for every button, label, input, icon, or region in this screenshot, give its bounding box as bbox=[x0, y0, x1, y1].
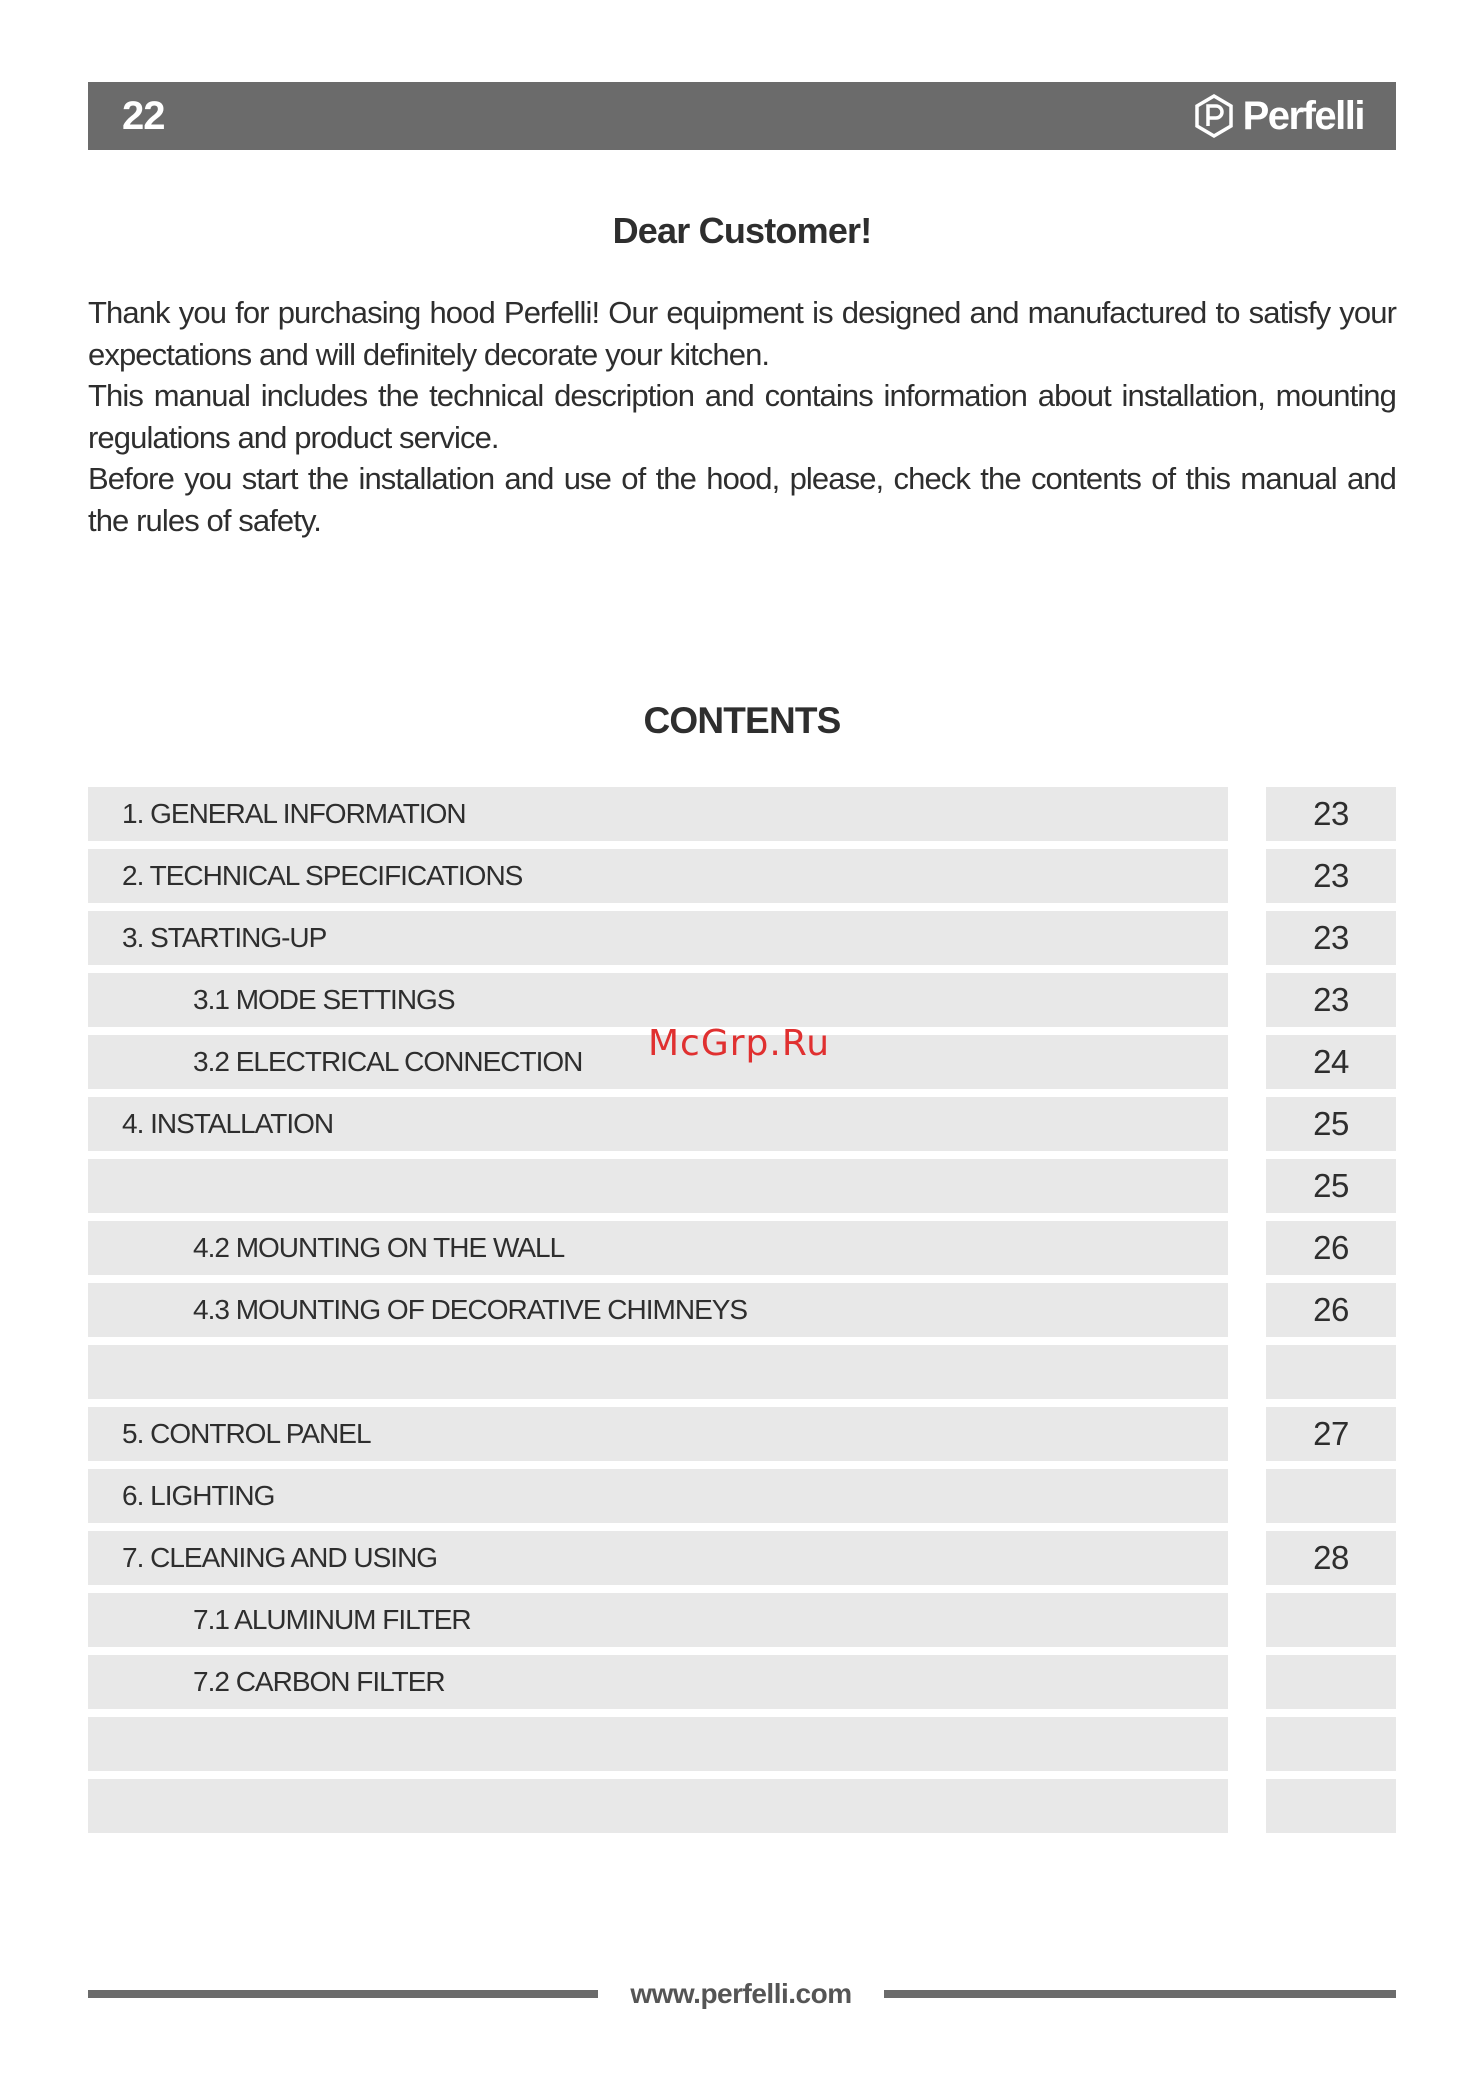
toc-entry-label: 1. GENERAL INFORMATION bbox=[122, 798, 466, 829]
header-bar bbox=[88, 82, 1396, 150]
toc-page-number bbox=[1266, 1655, 1396, 1709]
footer-rule bbox=[884, 1990, 1396, 1998]
toc-title-cell bbox=[88, 1221, 1228, 1275]
toc-title-cell bbox=[88, 911, 1228, 965]
toc-row bbox=[88, 1345, 1396, 1399]
toc-page-number: 26 bbox=[1266, 1221, 1396, 1275]
toc-title-cell bbox=[88, 1531, 1228, 1585]
toc-row bbox=[88, 1283, 1396, 1337]
intro-paragraph: Thank you for purchasing hood Perfelli! Our equipment is designed and manufactured to satisfy your expectations and will definitely decorate your kitchen. bbox=[88, 295, 1396, 372]
toc-title-cell bbox=[88, 1283, 1228, 1337]
toc-entry-label: 4.2 MOUNTING ON THE WALL bbox=[193, 1232, 565, 1263]
watermark: McGrp.Ru bbox=[648, 1023, 831, 1064]
toc-row bbox=[88, 1159, 1396, 1213]
toc-page-number: 24 bbox=[1266, 1035, 1396, 1089]
toc-entry-label: 6. LIGHTING bbox=[122, 1480, 275, 1511]
toc-row bbox=[88, 1779, 1396, 1833]
toc-row bbox=[88, 1717, 1396, 1771]
toc-page-number: 23 bbox=[1266, 973, 1396, 1027]
toc-row bbox=[88, 1593, 1396, 1647]
toc-row bbox=[88, 973, 1396, 1027]
page-number: 22 bbox=[122, 94, 165, 138]
greeting-heading: Dear Customer! bbox=[612, 210, 872, 251]
toc-title-cell bbox=[88, 1159, 1228, 1213]
toc-row bbox=[88, 1407, 1396, 1461]
toc-title-cell bbox=[88, 1345, 1228, 1399]
toc-row bbox=[88, 911, 1396, 965]
toc-page-number: 23 bbox=[1266, 787, 1396, 841]
toc-row bbox=[88, 787, 1396, 841]
toc-title-cell bbox=[88, 787, 1228, 841]
toc-page-number bbox=[1266, 1345, 1396, 1399]
table-of-contents bbox=[88, 787, 1396, 1841]
toc-entry-label: 5. CONTROL PANEL bbox=[122, 1418, 371, 1449]
toc-title-cell bbox=[88, 849, 1228, 903]
toc-page-number bbox=[1266, 1593, 1396, 1647]
toc-title-cell bbox=[88, 1779, 1228, 1833]
toc-entry-label: 4.3 MOUNTING OF DECORATIVE CHIMNEYS bbox=[193, 1294, 748, 1325]
toc-row bbox=[88, 1531, 1396, 1585]
toc-title-cell bbox=[88, 1097, 1228, 1151]
toc-entry-label: 7. CLEANING AND USING bbox=[122, 1542, 438, 1573]
perfelli-logo-icon bbox=[1191, 93, 1237, 139]
brand-logo bbox=[1191, 90, 1364, 142]
toc-title-cell bbox=[88, 1717, 1228, 1771]
toc-page-number: 26 bbox=[1266, 1283, 1396, 1337]
intro-paragraph: This manual includes the technical description and contains information about installation, mounting regulations and product service. bbox=[88, 378, 1396, 455]
toc-entry-label: 4. INSTALLATION bbox=[122, 1108, 334, 1139]
toc-page-number bbox=[1266, 1717, 1396, 1771]
toc-page-number: 28 bbox=[1266, 1531, 1396, 1585]
footer-url: www.perfelli.com bbox=[630, 1978, 852, 2009]
toc-title-cell bbox=[88, 1593, 1228, 1647]
toc-page-number: 25 bbox=[1266, 1159, 1396, 1213]
toc-page-number: 23 bbox=[1266, 911, 1396, 965]
toc-row bbox=[88, 1655, 1396, 1709]
toc-title-cell bbox=[88, 973, 1228, 1027]
toc-entry-label: 3.1 MODE SETTINGS bbox=[193, 984, 455, 1015]
toc-row bbox=[88, 1097, 1396, 1151]
toc-title-cell bbox=[88, 1469, 1228, 1523]
toc-page-number bbox=[1266, 1469, 1396, 1523]
toc-entry-label: 2. TECHNICAL SPECIFICATIONS bbox=[122, 860, 523, 891]
toc-title-cell bbox=[88, 1407, 1228, 1461]
toc-entry-label: 3. STARTING-UP bbox=[122, 922, 327, 953]
toc-page-number: 23 bbox=[1266, 849, 1396, 903]
toc-entry-label: 7.1 ALUMINUM FILTER bbox=[193, 1604, 471, 1635]
toc-row bbox=[88, 1221, 1396, 1275]
toc-row bbox=[88, 849, 1396, 903]
toc-row bbox=[88, 1469, 1396, 1523]
intro-paragraph: Before you start the installation and use of the hood, please, check the contents of this manual and the rules of safety. bbox=[88, 461, 1396, 538]
toc-entry-label: 3.2 ELECTRICAL CONNECTION bbox=[193, 1046, 583, 1077]
toc-title-cell bbox=[88, 1655, 1228, 1709]
intro-text bbox=[88, 292, 1396, 541]
brand-name: Perfelli bbox=[1242, 94, 1364, 138]
toc-entry-label: 7.2 CARBON FILTER bbox=[193, 1666, 445, 1697]
toc-page-number: 25 bbox=[1266, 1097, 1396, 1151]
toc-page-number bbox=[1266, 1779, 1396, 1833]
toc-page-number: 27 bbox=[1266, 1407, 1396, 1461]
contents-heading: CONTENTS bbox=[643, 700, 841, 741]
footer-rule bbox=[88, 1990, 598, 1998]
